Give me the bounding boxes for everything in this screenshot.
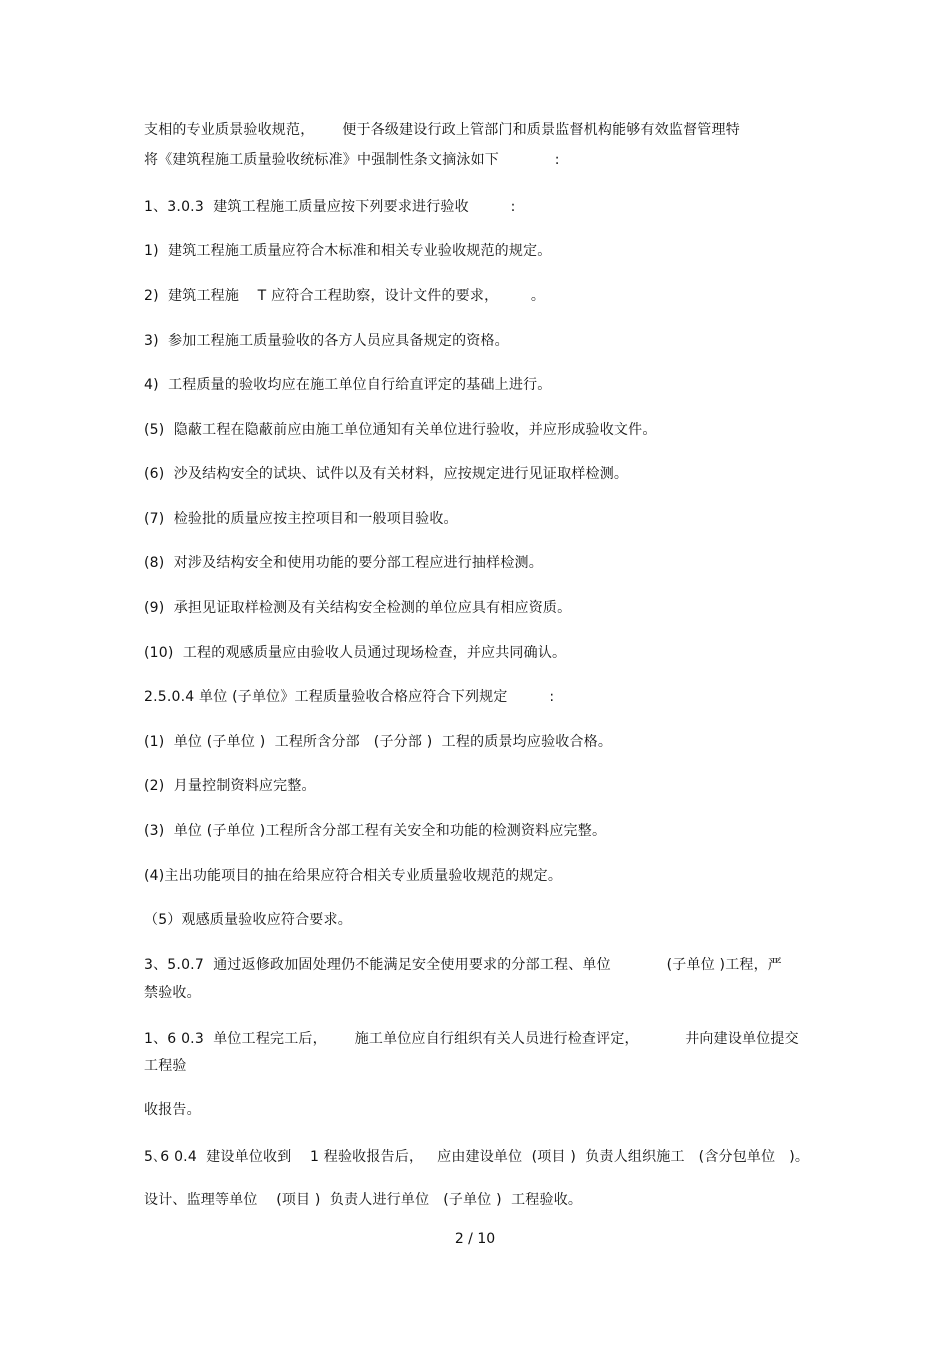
text-line: 2.5.0.4 单位 (子单位》工程质量验收合格应符合下列规定 : — [144, 689, 555, 705]
text-line: （5）观感质量验收应符合要求。 — [144, 912, 352, 928]
text-line: 3、5.0.7 通过返修政加固处理仍不能满足安全使用要求的分部工程、单位 (子单位 )工程，严 — [144, 957, 783, 973]
text-line: 收报告。 — [144, 1102, 201, 1118]
text-line: 设计、监理等单位 (项目 ) 负责人进行单位 (子单位 ) 工程验收。 — [144, 1192, 583, 1208]
text-line: 2) 建筑工程施 T 应符合工程助察，设计文件的要求， 。 — [144, 288, 546, 304]
text-line: 4) 工程质量的验收均应在施工单位自行给直评定的基础上进行。 — [144, 377, 552, 393]
text-line: (8) 对涉及结构安全和使用功能的要分部工程应进行抽样检测。 — [144, 555, 543, 571]
text-line: 禁验收。 — [144, 985, 201, 1001]
text-line: (7) 检验批的质量应按主控项目和一般项目验收。 — [144, 511, 458, 527]
text-line: (5) 隐蔽工程在隐蔽前应由施工单位通知有关单位进行验收，并应形成验收文件。 — [144, 422, 657, 438]
text-line: 1、3.0.3 建筑工程施工质量应按下列要求进行验收 : — [144, 199, 516, 215]
text-line: (3) 单位 (子单位 )工程所含分部工程有关安全和功能的检测资料应完整。 — [144, 823, 607, 839]
text-line: (1) 单位 (子单位 ) 工程所含分部 (子分部 ) 工程的质景均应验收合格。 — [144, 734, 613, 750]
text-line: 3) 参加工程施工质量验收的各方人员应具备规定的资格。 — [144, 333, 509, 349]
text-line: (6) 沙及结构安全的试块、试件以及有关材料，应按规定进行见证取样检测。 — [144, 466, 629, 482]
page-number: 2 / 10 — [454, 1231, 496, 1247]
text-line: (2) 月量控制资料应完整。 — [144, 778, 316, 794]
text-line: (9) 承担见证取样检测及有关结构安全检测的单位应具有相应资质。 — [144, 600, 572, 616]
text-line: 1、6 0.3 单位工程完工后， 施工单位应自行组织有关人员进行检查评定， 井向建设单位提交 — [144, 1031, 799, 1047]
text-line: 支相的专业质景验收规范， 便于各级建设行政上管部门和质景监督机构能够有效监督管理特 — [144, 122, 740, 138]
text-line: (4)主出功能项目的抽在给果应符合相关专业质量验收规范的规定。 — [144, 868, 563, 884]
text-line: (10) 工程的观感质量应由验收人员通过现场检查，并应共同确认。 — [144, 645, 567, 661]
text-line: 工程验 — [144, 1058, 187, 1074]
text-line: 1) 建筑工程施工质量应符合木标准和相关专业验收规范的规定。 — [144, 243, 552, 259]
text-line: 将《建筑程施工质量验收统标准》中强制性条文摘泳如下 : — [144, 152, 560, 168]
text-line: 5､6 0.4 建设单位收到 1 程验收报告后， 应由建设单位 (项目 ) 负责人组织施工 (含分包单位 )。 — [144, 1149, 810, 1165]
